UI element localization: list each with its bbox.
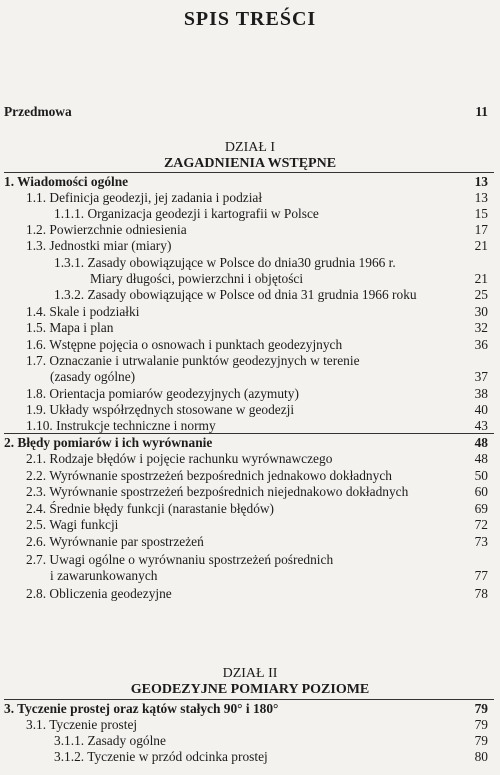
toc-entry-text: 1.1. Definicja geodezji, jej zadania i podział <box>26 190 263 205</box>
toc-entry-text: 2.6. Wyrównanie par spostrzeżeń <box>26 534 204 549</box>
toc-entry-page: 37 <box>474 369 488 384</box>
toc-entry-page: 25 <box>474 287 488 302</box>
toc-entry-page: 69 <box>474 501 488 516</box>
toc-entry-text: 3.1.2. Tyczenie w przód odcinka prostej <box>54 749 268 764</box>
toc-entry-text: 2.8. Obliczenia geodezyjne <box>26 586 172 601</box>
divider <box>4 433 494 434</box>
toc-entry-text: 2.2. Wyrównanie spostrzeżeń bezpośrednich jednakowo dokładnych <box>26 468 392 483</box>
toc-entry-text: (zasady ogólne) <box>50 369 136 384</box>
toc-entry-text: 1. Wiadomości ogólne <box>4 174 129 189</box>
toc-entry-text: 1.3.1. Zasady obowiązujące w Polsce do dnia30 grudnia 1966 r. <box>54 255 396 270</box>
toc-entry-page: 36 <box>474 337 488 352</box>
toc-entry-text: 1.5. Mapa i plan <box>26 320 114 335</box>
toc-entry-text: 1.3. Jednostki miar (miary) <box>26 238 172 253</box>
toc-entry-page: 78 <box>474 586 488 601</box>
toc-entry-page: 21 <box>474 271 488 286</box>
toc-entry-text: 1.3.2. Zasady obowiązujące w Polsce od dnia 31 grudnia 1966 roku <box>54 287 417 302</box>
toc-entry-page: 30 <box>474 304 488 319</box>
toc-entry-page: 60 <box>474 484 488 499</box>
toc-entry-page: 79 <box>474 733 488 748</box>
toc-entry-text: 1.4. Skale i podziałki <box>26 304 140 319</box>
toc-entry-text: 3. Tyczenie prostej oraz kątów stałych 90° i 180° <box>4 701 279 716</box>
part-title: ZAGADNIENIA WSTĘPNE <box>163 156 337 171</box>
toc-entry-page: 13 <box>474 174 488 189</box>
toc-entry-text: 2.7. Uwagi ogólne o wyrównaniu spostrzeżeń pośrednich <box>26 552 334 567</box>
toc-entry-text: 2.4. Średnie błędy funkcji (narastanie błędów) <box>26 501 275 516</box>
part-number: DZIAŁ I <box>224 140 276 155</box>
toc-entry-page: 72 <box>474 517 488 532</box>
divider <box>4 172 494 173</box>
toc-entry-page: 32 <box>474 320 488 335</box>
toc-entry-page: 15 <box>474 206 488 221</box>
toc-entry-page: 40 <box>474 402 488 417</box>
page-title: SPIS TREŚCI <box>183 8 317 30</box>
toc-entry-page: 73 <box>474 534 488 549</box>
part-heading-1 <box>0 140 500 172</box>
toc-entry-page: 13 <box>474 190 488 205</box>
toc-entry-page: 43 <box>474 418 488 433</box>
toc-entry-page: 79 <box>474 717 488 732</box>
toc-entry-text: Miary długości, powierzchni i objętości <box>90 271 304 286</box>
part-heading-2 <box>0 666 500 698</box>
toc-entry-text: 3.1.1. Zasady ogólne <box>54 733 166 748</box>
part-number: DZIAŁ II <box>222 666 278 681</box>
toc-entry-text: 1.6. Wstępne pojęcia o osnowach i punktach geodezyjnych <box>26 337 343 352</box>
toc-entry-page: 17 <box>474 222 488 237</box>
toc-entry-text: 1.9. Układy współrzędnych stosowane w geodezji <box>26 402 295 417</box>
toc-entry-text: Przedmowa <box>4 104 72 119</box>
toc-entry-page: 77 <box>474 568 488 583</box>
toc-entry-page: 11 <box>475 104 488 119</box>
toc-entry-text: 1.7. Oznaczanie i utrwalanie punktów geodezyjnych w terenie <box>26 353 360 368</box>
toc-entry-page: 48 <box>474 435 488 450</box>
toc-entry-text: 1.8. Orientacja pomiarów geodezyjnych (azymuty) <box>26 386 299 401</box>
toc-entry-page: 50 <box>474 468 488 483</box>
toc-entry-text: 3.1. Tyczenie prostej <box>26 717 138 732</box>
toc-entry-page: 80 <box>474 749 488 764</box>
toc-entry-text: 1.2. Powierzchnie odniesienia <box>26 222 187 237</box>
toc-entry-text: 2.5. Wagi funkcji <box>26 517 119 532</box>
toc-entry-text: 2.3. Wyrównanie spostrzeżeń bezpośrednich niejednakowo dokładnych <box>26 484 409 499</box>
toc-entry-page: 79 <box>474 701 488 716</box>
toc-entry-page: 21 <box>474 238 488 253</box>
part-title: GEODEZYJNE POMIARY POZIOME <box>130 682 370 697</box>
toc-entry-page: 38 <box>474 386 488 401</box>
toc-entry-text: i zawarunkowanych <box>50 568 158 583</box>
toc-entry-text: 2.1. Rodzaje błędów i pojęcie rachunku wyrównawczego <box>26 451 333 466</box>
toc-entry-text: 1.10. Instrukcje techniczne i normy <box>26 418 216 433</box>
divider <box>4 699 494 700</box>
toc-entry-text: 2. Błędy pomiarów i ich wyrównanie <box>4 435 213 450</box>
toc-entry-text: 1.1.1. Organizacja geodezji i kartografii w Polsce <box>54 206 319 221</box>
toc-entry-page: 48 <box>474 451 488 466</box>
